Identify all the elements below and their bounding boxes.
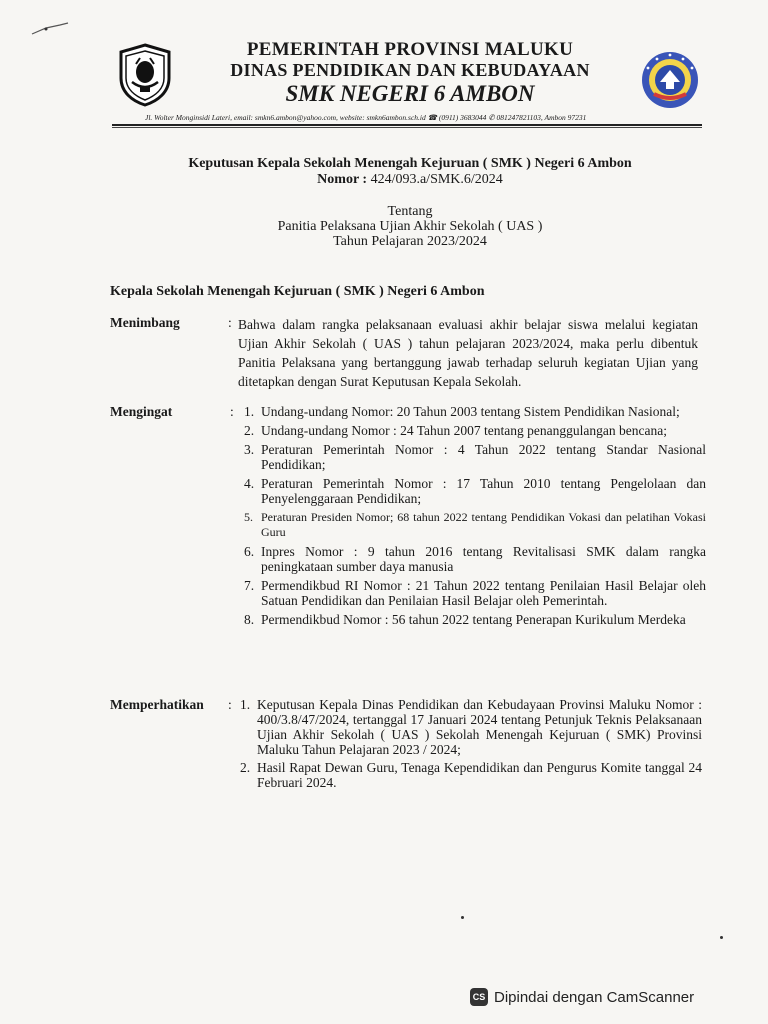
letterhead-line2: DINAS PENDIDIKAN DAN KEBUDAYAAN [230,60,590,80]
camscanner-icon: CS [470,988,488,1006]
mengingat-list [244,404,706,627]
list-item: 4. Peraturan Pemerintah Nomor : 17 Tahun 2010 tentang Pengelolaan dan Penyelenggaraan Pendidikan; [244,476,706,506]
pen-mark [30,22,70,36]
letterhead-address: Jl. Wolter Monginsidi Lateri, email: smkn6.ambon@yahoo.com, website: smkn6ambon.sch.id ☎ (0911) 3683044 ✆ 081247821103, Ambon 97231 [145,113,587,122]
camscanner-text: Dipindai dengan CamScanner [494,988,695,1006]
list-item: 2. Hasil Rapat Dewan Guru, Tenaga Kependidikan dan Pengurus Komite tanggal 24 Februari 2024. [240,760,702,790]
mengingat-colon: : [230,404,234,419]
decree-number-value: 424/093.a/SMK.6/2024 [370,172,503,187]
list-item: 6. Inpres Nomor : 9 tahun 2016 tentang Revitalisasi SMK dalam rangka peningkataan sumber daya manusia [244,544,706,574]
list-item: 2. Undang-undang Nomor : 24 Tahun 2007 tentang penanggulangan bencana; [244,423,667,438]
list-item: 1. Undang-undang Nomor: 20 Tahun 2003 tentang Sistem Pendidikan Nasional; [244,404,680,419]
about-line1: Panitia Pelaksana Ujian Akhir Sekolah ( UAS ) [277,219,543,234]
menimbang-label: Menimbang [110,315,180,330]
menimbang-colon: : [228,315,232,330]
letterhead [180,40,640,107]
decree-opening: Kepala Sekolah Menengah Kejuruan ( SMK ) Negeri 6 Ambon [110,284,485,299]
memperhatikan-label: Memperhatikan [110,697,204,712]
letterhead-line1: PEMERINTAH PROVINSI MALUKU [246,39,574,60]
menimbang-text: Bahwa dalam rangka pelaksanaan evaluasi akhir belajar siswa melalui kegiatan Ujian Akhir Sekolah ( UAS ) tahun pelajaran 2023/2024, maka perlu dibentuk Panitia Pelaksana yang bertanggung jawab terhadap seluruh kegiatan Ujian yang ditetapkan dengan Surat Keputusan Kepala Sekolah. [238,317,698,389]
decree-number-label: Nomor : [317,172,368,187]
decree-title: Keputusan Kepala Sekolah Menengah Kejuruan ( SMK ) Negeri 6 Ambon [188,156,632,171]
provincial-crest-icon [114,42,176,108]
decree-title-block [110,156,710,188]
list-item: 3. Peraturan Pemerintah Nomor : 4 Tahun 2022 tentang Standar Nasional Pendidikan; [244,442,706,472]
camscanner-watermark [470,982,760,1012]
list-item: 7. Permendikbud RI Nomor : 21 Tahun 2022 tentang Penilaian Hasil Belajar oleh Satuan Pendidikan dan Penilaian Hasil Belajar oleh Pemerintah. [244,578,706,608]
memperhatikan-colon: : [228,697,232,712]
list-item: 8. Permendikbud Nomor : 56 tahun 2022 tentang Penerapan Kurikulum Merdeka [244,612,686,627]
school-emblem-icon [640,50,700,110]
header-rule [112,124,702,126]
decree-number [110,172,710,188]
scan-speck [720,936,723,939]
list-item: 5. Peraturan Presiden Nomor; 68 tahun 2022 tentang Pendidikan Vokasi dan pelatihan Vokasi Guru [244,510,706,539]
school-name: SMK NEGERI 6 AMBON [285,81,535,106]
mengingat-label: Mengingat [110,404,173,419]
scan-speck [461,916,464,919]
header-rule-thin [112,127,702,128]
about-line2: Tahun Pelajaran 2023/2024 [333,234,487,249]
about-label: Tentang [387,204,433,219]
list-item: 1. Keputusan Kepala Dinas Pendidikan dan Kebudayaan Provinsi Maluku Nomor : 400/3.8/47/2024, tertanggal 17 Januari 2024 tentang Petunjuk Teknis Pelaksanaan Ujian Akhir Sekolah ( UAS ) Sekolah Menengah Kejuruan ( SMK) Provinsi Maluku Tahun Pelajaran 2023 / 2024; [240,697,702,757]
decree-about [110,204,710,249]
memperhatikan-list [240,697,702,790]
